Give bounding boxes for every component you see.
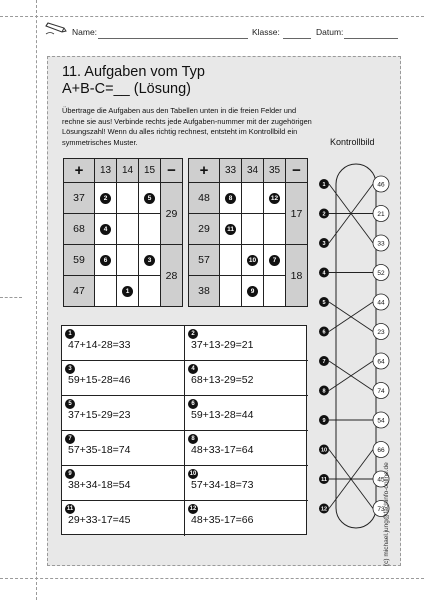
instructions-text: Übertrage die Aufgaben aus den Tabellen unten in die freien Felder und rechne sie aus! Verbinde rechts jede Aufgaben-nummer mit der zugehörigen Lösungszahl! Wenn du alles richtig rechnest, entsteht im Kontrollbild ein symmetrisches Muster.	[62, 106, 312, 147]
answer-equation: 37+15-29=23	[68, 409, 131, 421]
date-line	[344, 38, 398, 39]
solution-circle	[373, 176, 389, 192]
task-number-badge: 7	[65, 434, 75, 444]
solution-circle	[373, 324, 389, 340]
class-label: Klasse:	[252, 27, 280, 37]
row-header: 47	[64, 276, 95, 307]
grid-cell	[264, 183, 286, 214]
row-header: 37	[64, 183, 95, 214]
answer-equation: 57+34-18=73	[191, 479, 254, 491]
task-number-badge: 1	[122, 286, 133, 297]
task-number-dot	[319, 297, 329, 307]
task-number-badge: 1	[65, 329, 75, 339]
task-number-badge: 3	[65, 364, 75, 374]
grid-cell	[139, 183, 161, 214]
subtrahend-cell: 17	[286, 183, 308, 245]
solution-value: 23	[377, 329, 385, 336]
task-number-label: 12	[320, 506, 328, 513]
task-number-dot	[319, 238, 329, 248]
solution-value: 21	[377, 211, 385, 218]
title-line-2: A+B-C=__ (Lösung)	[62, 81, 191, 97]
title-line-1: 11. Aufgaben vom Typ	[62, 64, 205, 80]
task-number-dot	[319, 268, 329, 278]
task-number-label: 2	[322, 211, 326, 218]
solution-value: 73	[377, 506, 385, 513]
grid-cell	[95, 183, 117, 214]
class-line	[283, 38, 311, 39]
task-number-label: 7	[322, 359, 326, 366]
solution-value: 33	[377, 240, 385, 248]
answer-equation: 38+34-18=54	[68, 479, 131, 491]
answer-equation: 59+15-28=46	[68, 374, 131, 386]
grid-cell	[95, 245, 117, 276]
answer-equation: 68+13-29=52	[191, 374, 254, 386]
answer-equation: 57+35-18=74	[68, 444, 131, 456]
task-number-badge: 7	[269, 255, 280, 266]
task-number-badge: 9	[247, 286, 258, 297]
row-header: 57	[189, 245, 220, 276]
grid-cell	[220, 245, 242, 276]
solution-value: 52	[377, 270, 385, 277]
row-header: 38	[189, 276, 220, 307]
bottom-cut-line	[0, 578, 424, 579]
task-number-badge: 10	[248, 256, 257, 264]
answer-cell	[185, 431, 308, 466]
grid-cell	[117, 276, 139, 307]
task-number-badge: 4	[100, 224, 111, 235]
grid-cell	[117, 245, 139, 276]
row-header: 48	[189, 183, 220, 214]
solution-circle	[373, 383, 389, 399]
grid-cell	[264, 276, 286, 307]
grid-cell	[95, 214, 117, 245]
grid-cell	[242, 245, 264, 276]
grid-cell	[220, 276, 242, 307]
subtrahend-cell: 28	[161, 245, 183, 307]
solution-value: 64	[377, 358, 385, 366]
left-margin-line	[36, 0, 37, 600]
answer-equation: 48+35-17=66	[191, 514, 254, 526]
answer-equation: 48+33-17=64	[191, 444, 254, 456]
solution-circle	[373, 442, 389, 458]
answer-equation: 59+13-28=44	[191, 409, 254, 421]
grid-cell	[117, 183, 139, 214]
task-number-label: 6	[322, 329, 326, 336]
task-number-badge: 10	[189, 471, 197, 477]
solution-value: 66	[377, 447, 385, 454]
task-number-label: 11	[321, 477, 327, 484]
solution-circle	[373, 294, 389, 310]
task-number-dot	[319, 504, 329, 514]
task-number-badge: 6	[188, 399, 198, 409]
answer-equation: 37+13-29=21	[191, 339, 254, 351]
plus-sign: +	[64, 159, 95, 183]
solution-value: 46	[377, 181, 385, 189]
solution-circle	[373, 265, 389, 281]
task-number-badge: 5	[144, 193, 155, 204]
column-header: 15	[139, 159, 161, 183]
task-number-badge: 11	[225, 224, 236, 235]
task-number-badge: 12	[270, 194, 279, 202]
answer-cell	[62, 466, 185, 501]
solution-value: 45	[377, 476, 385, 484]
answer-cell	[185, 396, 308, 431]
name-label: Name:	[72, 27, 98, 37]
answer-cell	[62, 396, 185, 431]
task-number-badge: 6	[100, 255, 111, 266]
plus-sign: +	[189, 159, 220, 183]
minus-sign: −	[286, 159, 308, 183]
task-number-label: 4	[322, 270, 326, 277]
kontrollbild-title: Kontrollbild	[330, 137, 375, 147]
task-table-1	[63, 158, 183, 307]
grid-cell	[242, 276, 264, 307]
top-cut-line	[0, 16, 424, 17]
task-number-dot	[319, 179, 329, 189]
task-number-badge: 4	[188, 364, 198, 374]
grid-cell	[139, 214, 161, 245]
task-number-label: 5	[322, 300, 326, 307]
column-header: 33	[220, 159, 242, 183]
task-number-badge: 3	[144, 255, 155, 266]
solution-circle	[373, 412, 389, 428]
solution-circle	[373, 206, 389, 222]
left-punch-mark	[0, 297, 22, 298]
solution-circle	[373, 353, 389, 369]
answer-cell	[185, 326, 308, 361]
answer-cell	[62, 431, 185, 466]
solution-value: 44	[377, 299, 385, 307]
grid-cell	[242, 214, 264, 245]
grid-cell	[220, 183, 242, 214]
task-number-dot	[319, 209, 329, 219]
grid-cell	[139, 245, 161, 276]
answer-cell	[62, 501, 185, 536]
task-number-label: 9	[322, 418, 326, 425]
task-number-dot	[319, 445, 329, 455]
date-label: Datum:	[316, 27, 344, 37]
task-number-badge: 11	[66, 506, 74, 512]
answer-equation: 47+14-28=33	[68, 339, 131, 351]
answer-cell	[62, 326, 185, 361]
grid-cell	[220, 214, 242, 245]
task-number-dot	[319, 386, 329, 396]
task-number-badge: 5	[65, 399, 75, 409]
grid-cell	[242, 183, 264, 214]
task-table-2	[188, 158, 308, 307]
row-header: 59	[64, 245, 95, 276]
answer-grid	[61, 325, 307, 535]
column-header: 34	[242, 159, 264, 183]
answer-equation: 29+33-17=45	[68, 514, 131, 526]
row-header: 68	[64, 214, 95, 245]
solution-value: 74	[377, 388, 385, 395]
name-line	[98, 38, 248, 39]
task-number-label: 10	[320, 447, 328, 454]
task-number-label: 1	[322, 182, 326, 189]
task-number-badge: 12	[189, 506, 197, 512]
task-number-dot	[319, 415, 329, 425]
grid-cell	[139, 276, 161, 307]
column-header: 14	[117, 159, 139, 183]
task-number-badge: 2	[100, 193, 111, 204]
worksheet-title	[62, 64, 205, 98]
pencil-icon	[44, 22, 68, 36]
task-number-dot	[319, 356, 329, 366]
solution-value: 54	[377, 417, 385, 425]
subtrahend-cell: 29	[161, 183, 183, 245]
task-number-label: 8	[322, 388, 326, 395]
row-header: 29	[189, 214, 220, 245]
answer-cell	[62, 361, 185, 396]
grid-cell	[264, 245, 286, 276]
task-number-badge: 2	[188, 329, 198, 339]
task-number-label: 3	[322, 241, 326, 248]
kontrollbild-outline	[336, 164, 376, 528]
answer-cell	[185, 361, 308, 396]
column-header: 35	[264, 159, 286, 183]
answer-cell	[185, 501, 308, 536]
minus-sign: −	[161, 159, 183, 183]
task-number-dot	[319, 327, 329, 337]
grid-cell	[95, 276, 117, 307]
grid-cell	[117, 214, 139, 245]
task-number-badge: 8	[225, 193, 236, 204]
task-number-badge: 8	[188, 434, 198, 444]
column-header: 13	[95, 159, 117, 183]
solution-circle	[373, 235, 389, 251]
grid-cell	[264, 214, 286, 245]
copyright-credit: (c) michael.jung@fachinfo-online.de	[383, 462, 390, 566]
answer-cell	[185, 466, 308, 501]
subtrahend-cell: 18	[286, 245, 308, 307]
task-number-dot	[319, 474, 329, 484]
task-number-badge: 9	[65, 469, 75, 479]
